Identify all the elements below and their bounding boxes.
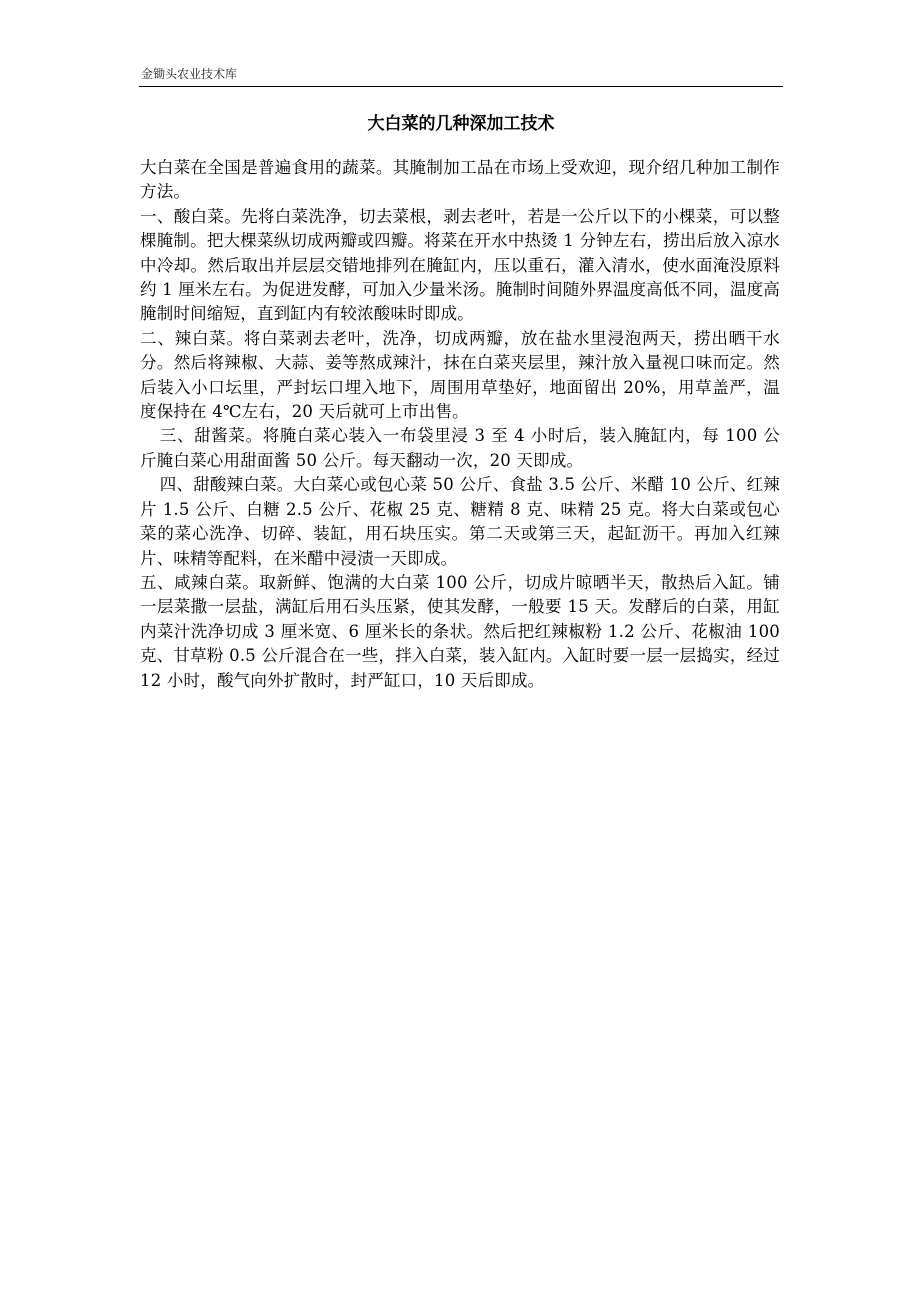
- header-library-name: 金锄头农业技术库: [141, 67, 238, 81]
- document-title: 大白菜的几种深加工技术: [367, 114, 555, 134]
- section-sweet-sauce-cabbage: 三、甜酱菜。将腌白菜心装入一布袋里浸 3 至 4 小时后，装入腌缸内，每 100 公斤腌白菜心用甜面酱 50 公斤。每天翻动一次，20 天即成。: [140, 426, 780, 470]
- section-spicy-cabbage: 二、辣白菜。将白菜剥去老叶，洗净，切成两瓣，放在盐水里浸泡两天，捞出晒干水分。然后将辣椒、大蒜、姜等熬成辣汁，抹在白菜夹层里，辣汁放入量视口味而定。然后装入小口坛里，严封坛口埋入地下，周围用草垫好，地面留出 20%，用草盖严，温度保持在 4℃左右，20 天后就可上市出售。: [140, 328, 780, 422]
- section-salty-spicy-cabbage: 五、咸辣白菜。取新鲜、饱满的大白菜 100 公斤，切成片晾晒半天，散热后入缸。铺一层菜撒一层盐，满缸后用石头压紧，使其发酵，一般要 15 天。发酵后的白菜，用缸内菜汁洗净切成 3 厘米宽、6 厘米长的条状。然后把红辣椒粉 1.2 公斤、花椒油 100 克、甘草粉 0.5 公斤混合在一些，拌入白菜，装入缸内。入缸时要一层一层捣实，经过 12 小时，酸气向外扩散时，封严缸口，10 天后即成。: [140, 572, 780, 690]
- section-sour-cabbage: 一、酸白菜。先将白菜洗净，切去菜根，剥去老叶，若是一公斤以下的小棵菜，可以整棵腌制。把大棵菜纵切成两瓣或四瓣。将菜在开水中热烫 1 分钟左右，捞出后放入凉水中冷却。然后取出并层层交错地排列在腌缸内，压以重石，灌入清水，使水面淹没原料约 1 厘米左右。为促进发酵，可加入少量米汤。腌制时间随外界温度高低不同，温度高腌制时间缩短，直到缸内有较浓酸味时即成。: [140, 206, 780, 324]
- document-body: [140, 156, 780, 693]
- intro-paragraph: 大白菜在全国是普遍食用的蔬菜。其腌制加工品在市场上受欢迎，现介绍几种加工制作方法。: [140, 158, 780, 202]
- page-header: [139, 64, 783, 87]
- section-sweet-sour-spicy-cabbage: 四、甜酸辣白菜。大白菜心或包心菜 50 公斤、食盐 3.5 公斤、米醋 10 公斤、红辣片 1.5 公斤、白糖 2.5 公斤、花椒 25 克、糖精 8 克、味精 25 克。将大白菜或包心菜的菜心洗净、切碎、装缸，用石块压实。第二天或第三天，起缸沥干。再加入红辣片、味精等配料，在米醋中浸渍一天即成。: [140, 475, 780, 568]
